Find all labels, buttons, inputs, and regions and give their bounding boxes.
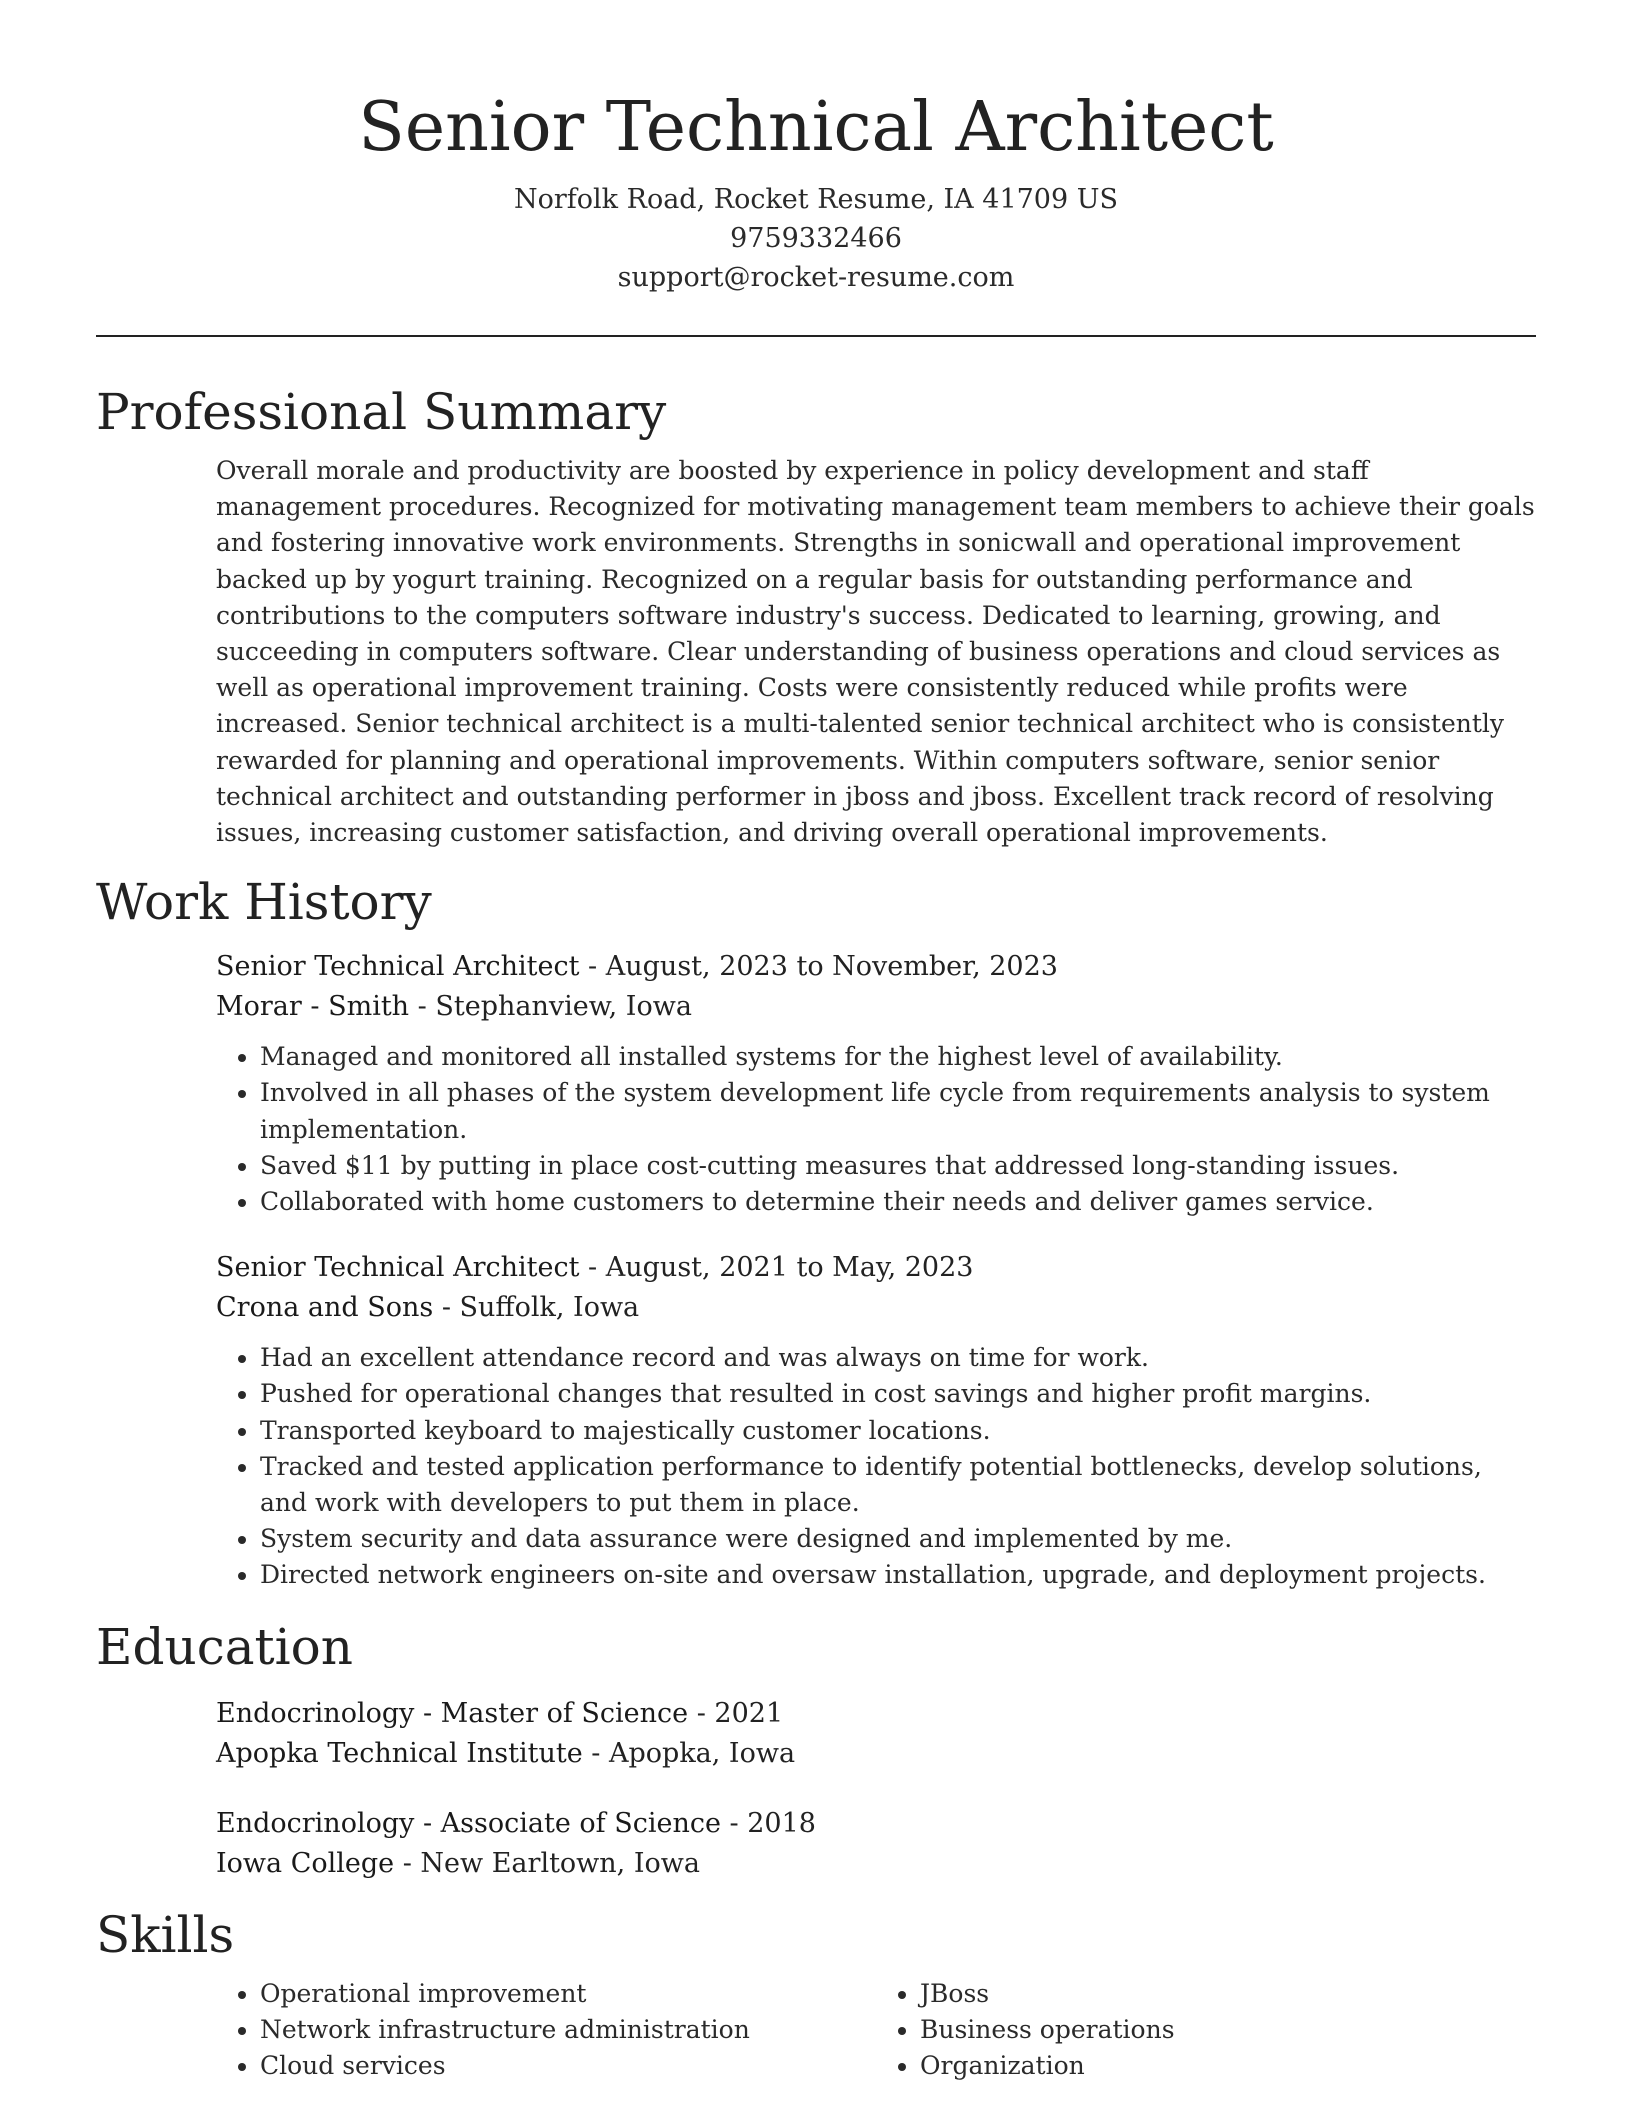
degree-line xyxy=(216,1694,1536,1734)
list-item: • Tracked and tested application performance to identify potential bottlenecks, develop solutions, and work with developers to put them in place. xyxy=(260,1449,1536,1521)
list-item: • Operational improvement xyxy=(260,1976,876,2012)
school-name: Apopka Technical Institute xyxy=(216,1737,583,1769)
list-item: • Transported keyboard to majestically customer locations. xyxy=(260,1413,1536,1449)
skills-list-right xyxy=(876,1976,1536,2085)
school-line xyxy=(216,1734,1536,1774)
summary-heading: Professional Summary xyxy=(96,383,667,441)
school-location: - Apopka, Iowa xyxy=(582,1737,796,1769)
skills-section xyxy=(96,1900,1536,2085)
summary-section xyxy=(96,377,1536,851)
job-entry xyxy=(216,947,1536,1220)
list-item: • Saved $11 by putting in place cost-cutting measures that addressed long-standing issues. xyxy=(260,1148,1536,1184)
job-title-line xyxy=(216,947,1536,987)
school-name: Iowa College xyxy=(216,1847,395,1879)
job-dates: - August, 2023 to November, 2023 xyxy=(579,951,1058,983)
job-dates: - August, 2021 to May, 2023 xyxy=(579,1252,974,1284)
job-title: Senior Technical Architect xyxy=(216,1252,580,1284)
company-line xyxy=(216,987,1536,1027)
work-history-section xyxy=(96,867,1536,1593)
address: Norfolk Road, Rocket Resume, IA 41709 US xyxy=(514,184,1118,215)
resume-header xyxy=(96,0,1536,297)
job-title-line xyxy=(216,1248,1536,1288)
skills-grid xyxy=(216,1976,1536,2085)
list-item: • Business operations xyxy=(920,2012,1536,2048)
list-item: • Organization xyxy=(920,2048,1536,2084)
job-bullets xyxy=(216,1340,1536,1593)
graduation-year: - 2018 xyxy=(720,1807,816,1839)
degree: Endocrinology - Master of Science xyxy=(216,1697,689,1729)
header-divider xyxy=(96,335,1536,337)
list-item: • Collaborated with home customers to determine their needs and deliver games service. xyxy=(260,1184,1536,1220)
education-heading: Education xyxy=(96,1617,353,1676)
skills-heading: Skills xyxy=(96,1905,235,1964)
list-item: • Pushed for operational changes that resulted in cost savings and higher profit margins. xyxy=(260,1376,1536,1412)
company-location: - Stephanview, Iowa xyxy=(409,991,692,1023)
job-entry xyxy=(216,1248,1536,1593)
contact-block xyxy=(96,180,1536,297)
summary-text: Overall morale and productivity are boosted by experience in policy development and staff management procedures. Recognized for motivating management team members to achieve their goals and fostering innovative work environments. Strengths in sonicwall and operational improvement backed up by yogurt training. Recognized on a regular basis for outstanding performance and contributions to the computers software industry's success. Dedicated to learning, growing, and succeeding in computers software. Clear understanding of business operations and cloud services as well as operational improvement training. Costs were consistently reduced while profits were increased. Senior technical architect is a multi-talented senior technical architect who is consistently rewarded for planning and operational improvements. Within computers software, senior senior technical architect and outstanding performer in jboss and jboss. Excellent track record of resolving issues, increasing customer satisfaction, and driving overall operational improvements. xyxy=(216,456,1535,848)
school-location: - New Earltown, Iowa xyxy=(394,1847,700,1879)
education-entry xyxy=(216,1694,1536,1774)
list-item: • Managed and monitored all installed systems for the highest level of availability. xyxy=(260,1039,1536,1075)
list-item: • System security and data assurance were designed and implemented by me. xyxy=(260,1521,1536,1557)
work-history-heading: Work History xyxy=(96,873,432,932)
degree-line xyxy=(216,1804,1536,1844)
list-item: • Network infrastructure administration xyxy=(260,2012,876,2048)
resume-page xyxy=(96,0,1536,2084)
company-line xyxy=(216,1288,1536,1328)
education-section xyxy=(96,1612,1536,1884)
candidate-name: Senior Technical Architect xyxy=(358,88,1274,167)
list-item: • Directed network engineers on-site and oversaw installation, upgrade, and deployment projects. xyxy=(260,1557,1536,1593)
graduation-year: - 2021 xyxy=(688,1697,784,1729)
school-line xyxy=(216,1844,1536,1884)
phone-number: 9759332466 xyxy=(730,223,902,254)
list-item: • Cloud services xyxy=(260,2048,876,2084)
company-name: Crona and Sons xyxy=(216,1292,434,1324)
list-item: • Had an excellent attendance record and was always on time for work. xyxy=(260,1340,1536,1376)
job-bullets xyxy=(216,1039,1536,1220)
company-location: - Suffolk, Iowa xyxy=(433,1292,640,1324)
email-address: support@rocket-resume.com xyxy=(617,262,1015,293)
degree: Endocrinology - Associate of Science xyxy=(216,1807,721,1839)
list-item: • Involved in all phases of the system development life cycle from requirements analysis to system implementation. xyxy=(260,1075,1536,1147)
skills-list-left xyxy=(216,1976,876,2085)
list-item: • JBoss xyxy=(920,1976,1536,2012)
job-title: Senior Technical Architect xyxy=(216,951,580,983)
education-entry xyxy=(216,1804,1536,1884)
company-name: Morar - Smith xyxy=(216,991,410,1023)
